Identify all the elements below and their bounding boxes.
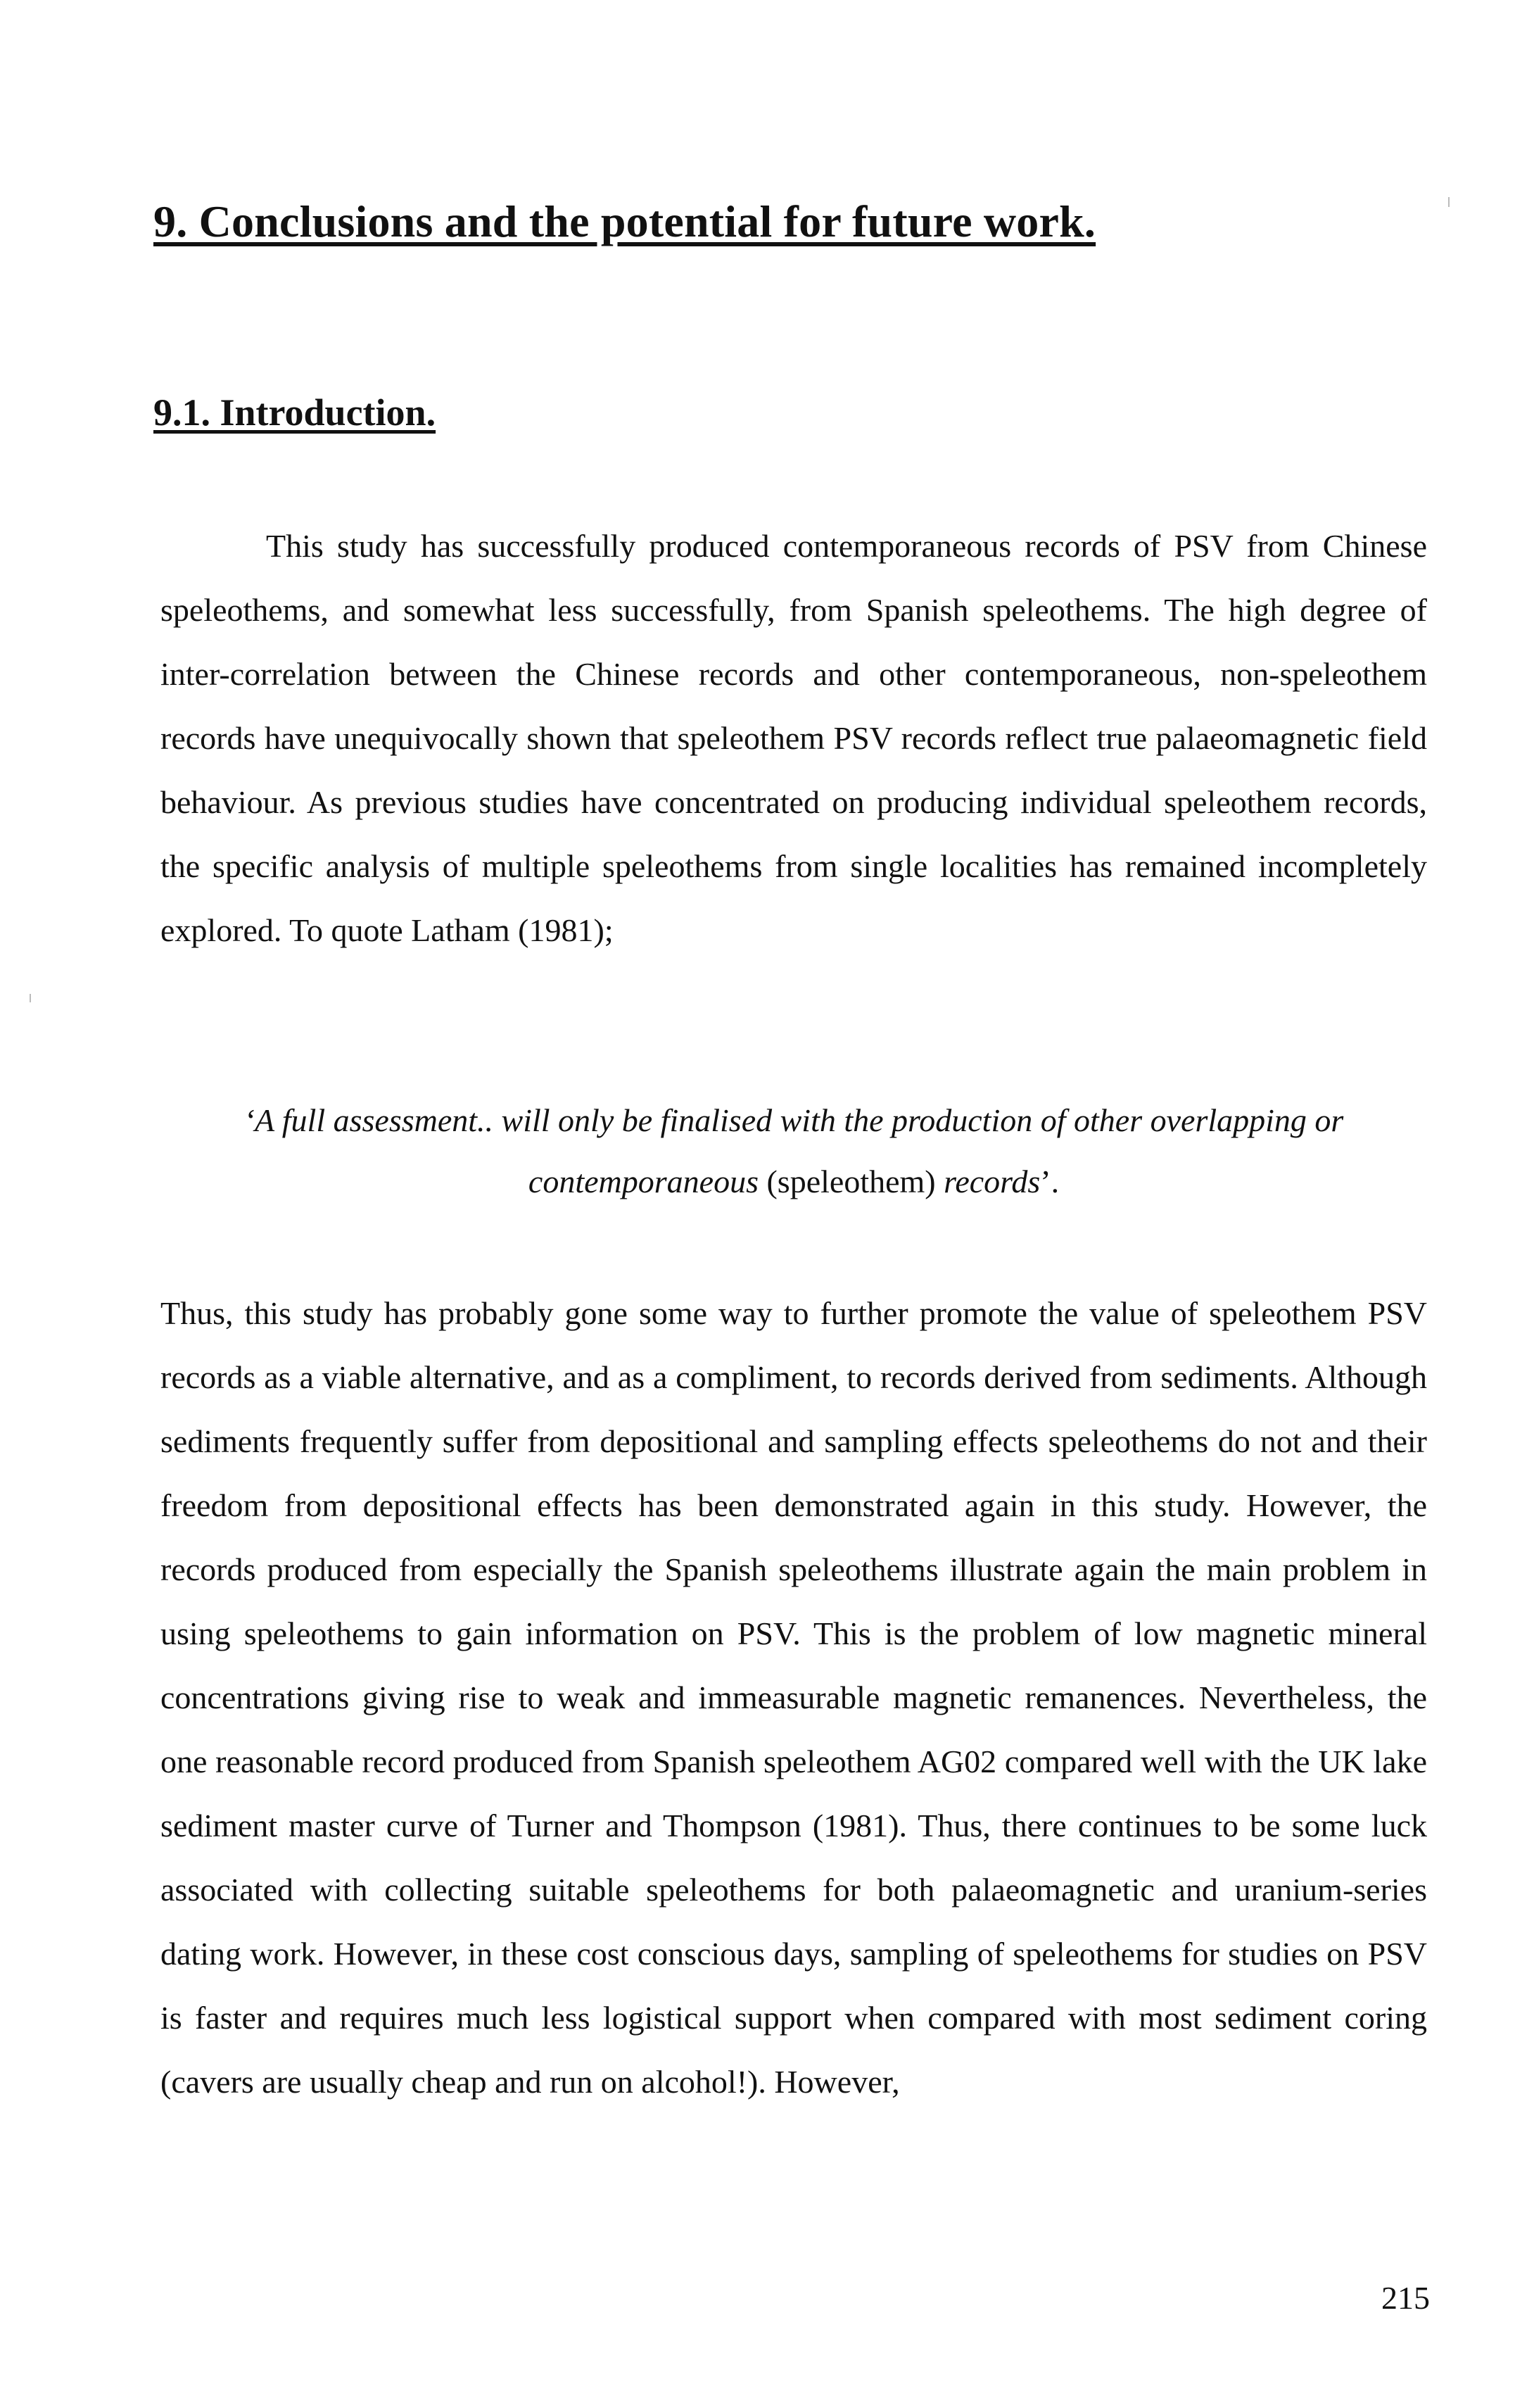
scan-artifact-mark bbox=[1448, 197, 1450, 207]
section-title: 9.1. Introduction. bbox=[153, 391, 436, 434]
quote-italic-end: records bbox=[944, 1164, 1041, 1199]
block-quote bbox=[160, 1090, 1427, 1212]
chapter-title: 9. Conclusions and the potential for future work. bbox=[153, 196, 1096, 246]
scan-artifact-mark bbox=[30, 994, 31, 1002]
quote-italic-text: ‘A full assessment.. will only be finalised with the production of other overlapping or contemporaneous bbox=[243, 1102, 1344, 1199]
paragraph-discussion: Thus, this study has probably gone some way to further promote the value of speleothem PSV records as a viable alternative, and as a compliment, to records derived from sediments. Although sediments frequently suffer from depositional and sampling effects speleothems do not and their freedom from depositional effects has been demonstrated again in this study. However, the records produced from especially the Spanish speleothems illustrate again the main problem in using speleothems to gain information on PSV. This is the problem of low magnetic mineral concentrations giving rise to weak and immeasurable magnetic remanences. Nevertheless, the one reasonable record produced from Spanish speleothem AG02 compared well with the UK lake sediment master curve of Turner and Thompson (1981). Thus, there continues to be some luck associated with collecting suitable speleothems for both palaeomagnetic and uranium-series dating work. However, in these cost conscious days, sampling of speleothems for studies on PSV is faster and requires much less logistical support when compared with most sediment coring (cavers are usually cheap and run on alcohol!). However, bbox=[160, 1295, 1427, 2100]
paragraph-introduction: This study has successfully produced contemporaneous records of PSV from Chinese speleothems, and somewhat less successfully, from Spanish speleothems. The high degree of inter-correlation between the Chinese records and other contemporaneous, non-speleothem records have unequivocally shown that speleothem PSV records reflect true palaeomagnetic field behaviour. As previous studies have concentrated on producing individual speleothem records, the specific analysis of multiple speleothems from single localities has remained incompletely explored. To quote Latham (1981); bbox=[160, 528, 1427, 948]
quote-closing: ’. bbox=[1040, 1164, 1060, 1199]
quote-bracket-text: (speleothem) bbox=[758, 1164, 944, 1199]
page-number: 215 bbox=[1381, 2280, 1430, 2316]
